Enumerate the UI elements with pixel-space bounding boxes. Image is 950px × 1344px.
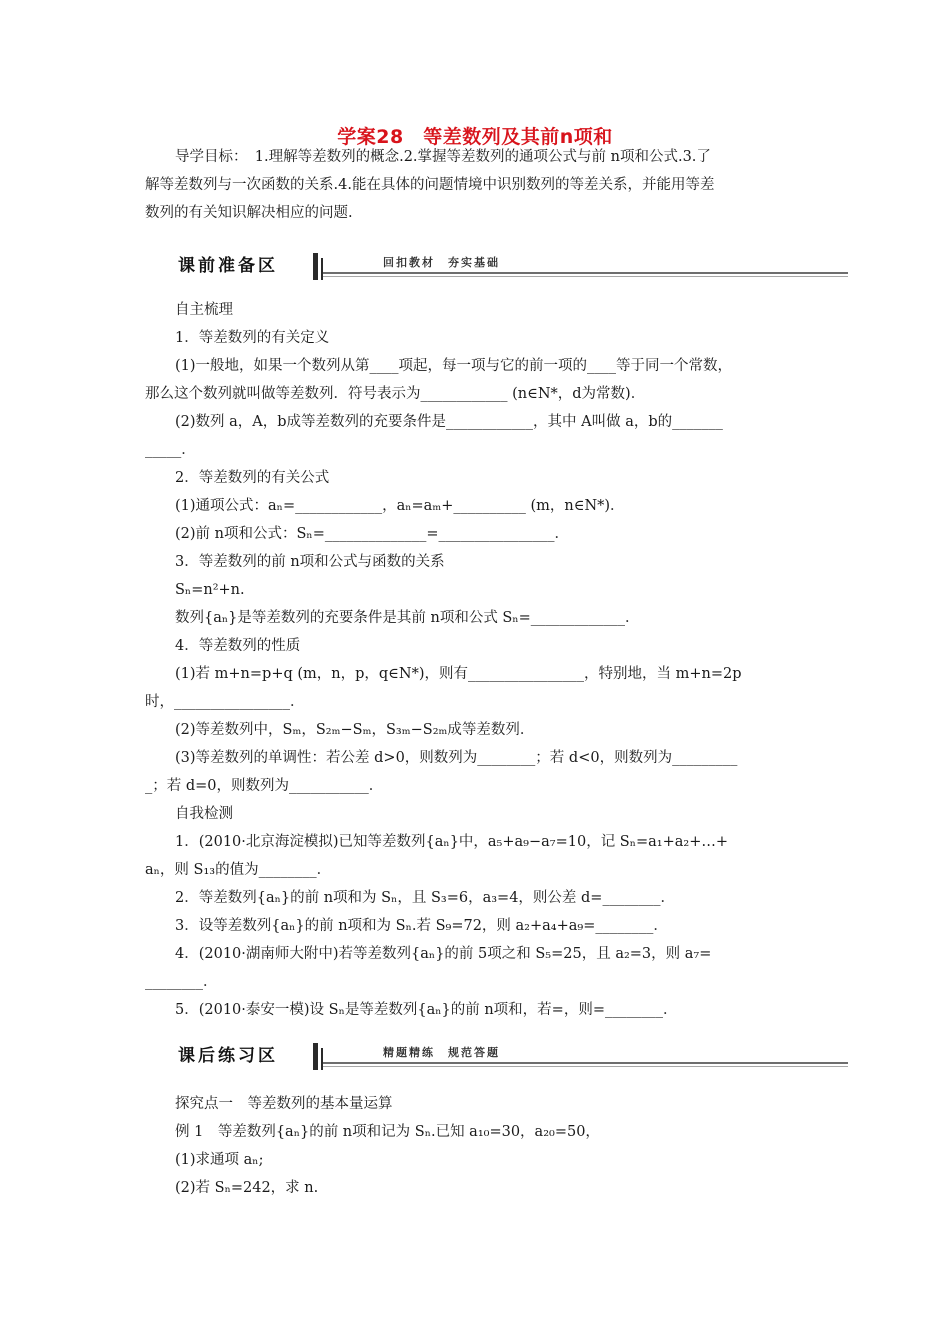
text-line: 4．等差数列的性质: [175, 638, 301, 654]
section-header-label: 课后练习区: [178, 1046, 278, 1066]
section-header-subtitle: 精题精练 规范答题: [383, 1046, 500, 1059]
text-line: 导学目标： 1.理解等差数列的概念.2.掌握等差数列的通项公式与前 n项和公式.3.了: [175, 149, 711, 165]
text-line: (2)前 n项和公式：Sₙ=______________=________________．: [175, 526, 569, 542]
text-line: 4．(2010·湖南师大附中)若等差数列{aₙ}的前 5项之和 S₅=25，且 a₂=3，则 a₇=: [175, 946, 712, 962]
text-line: 1．(2010·北京海淀模拟)已知等差数列{aₙ}中，a₅+a₉−a₇=10，记 Sₙ=a₁+a₂+…+: [175, 834, 729, 850]
text-line: aₙ，则 S₁₃的值为________．: [145, 862, 332, 878]
header-rule: [323, 1066, 848, 1067]
section-header-label: 课前准备区: [178, 256, 278, 276]
text-line: 解等差数列与一次函数的关系.4.能在具体的问题情境中识别数列的等差关系，并能用等差: [145, 177, 715, 193]
text-line: (2)等差数列中，Sₘ，S₂ₘ−Sₘ，S₃ₘ−S₂ₘ成等差数列．: [175, 722, 535, 738]
text-line: 5．(2010·泰安一模)设 Sₙ是等差数列{aₙ}的前 n项和，若=，则=________．: [175, 1002, 678, 1018]
text-line: 自我检测: [175, 806, 233, 822]
section-header: [178, 252, 848, 282]
text-line: Sₙ=n²+n.: [175, 582, 245, 598]
header-bar-decoration: [313, 1043, 318, 1070]
text-line: 例 1 等差数列{aₙ}的前 n项和记为 Sₙ.已知 a₁₀=30，a₂₀=50，: [175, 1124, 600, 1140]
text-line: 数列{aₙ}是等差数列的充要条件是其前 n项和公式 Sₙ=_____________．: [175, 610, 640, 626]
page-title: 学案28 等差数列及其前n项和: [337, 126, 613, 148]
text-line: (2)若 Sₙ=242，求 n.: [175, 1180, 319, 1196]
text-line: _____．: [145, 442, 196, 458]
text-line: _；若 d=0，则数列为___________．: [145, 778, 384, 794]
header-rule: [323, 1062, 848, 1064]
header-rule: [323, 276, 848, 277]
text-line: 2．等差数列的有关公式: [175, 470, 330, 486]
text-line: (1)一般地，如果一个数列从第____项起，每一项与它的前一项的____等于同一个常数，: [175, 358, 733, 374]
section-header-subtitle: 回扣教材 夯实基础: [383, 256, 500, 269]
text-line: 2．等差数列{aₙ}的前 n项和为 Sₙ，且 S₃=6，a₃=4，则公差 d=________．: [175, 890, 675, 906]
text-line: 时，________________．: [145, 694, 305, 710]
text-line: 1．等差数列的有关定义: [175, 330, 330, 346]
header-rule: [323, 272, 848, 274]
section-header: [178, 1042, 848, 1072]
text-line: (1)若 m+n=p+q (m，n，p，q∈N*)，则有________________，特别地，当 m+n=2p: [175, 666, 742, 682]
text-line: (2)数列 a，A，b成等差数列的充要条件是____________，其中 A叫做 a，b的_______: [175, 414, 723, 430]
text-line: 3．设等差数列{aₙ}的前 n项和为 Sₙ.若 S₉=72，则 a₂+a₄+a₉=________．: [175, 918, 668, 934]
text-line: 探究点一 等差数列的基本量运算: [175, 1096, 393, 1112]
text-line: 3．等差数列的前 n项和公式与函数的关系: [175, 554, 445, 570]
text-line: (1)通项公式：aₙ=____________，aₙ=aₘ+__________ (m，n∈N*)．: [175, 498, 625, 514]
text-line: (1)求通项 aₙ;: [175, 1152, 264, 1168]
text-line: 自主梳理: [175, 302, 233, 318]
header-bar-decoration: [313, 253, 318, 280]
text-line: ________．: [145, 974, 218, 990]
text-line: 数列的有关知识解决相应的问题.: [145, 205, 353, 221]
text-line: (3)等差数列的单调性：若公差 d>0，则数列为________；若 d<0，则数列为_________: [175, 750, 738, 766]
text-line: 那么这个数列就叫做等差数列．符号表示为____________ (n∈N*，d为常数)．: [145, 386, 646, 402]
